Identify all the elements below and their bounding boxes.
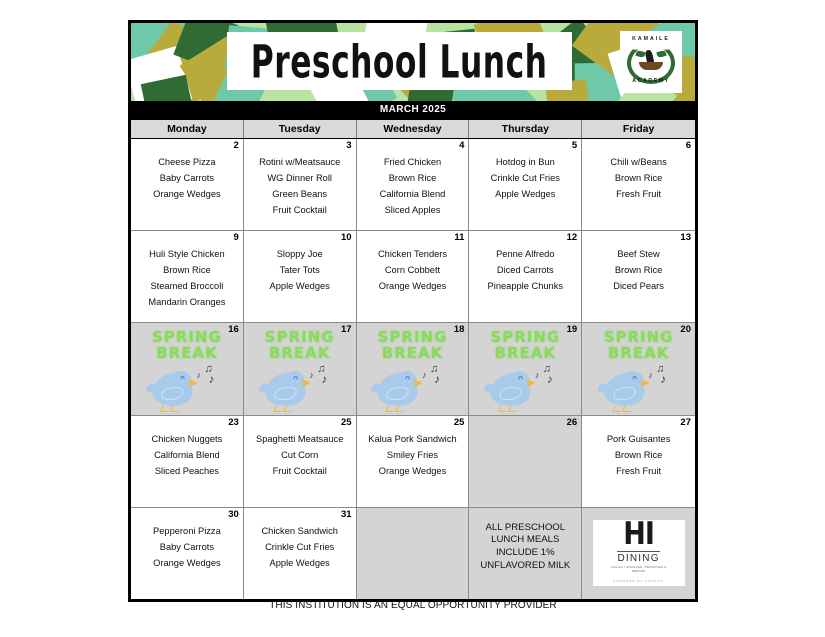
menu-item: Corn Cobbett [384,265,441,276]
day-header-tuesday: Tuesday [244,120,357,138]
menu-item: Apple Wedges [269,281,330,292]
menu-item: Brown Rice [614,265,663,276]
menu-item: Baby Carrots [159,541,215,552]
calendar-cell-empty [357,508,470,599]
music-note-icon: ♫ [542,362,552,375]
spring-break-line-2: BREAK [381,343,444,362]
menu-item: Apple Wedges [495,188,556,199]
menu-item: Beef Stew [617,249,660,260]
menu-item: Fresh Fruit [616,188,662,199]
menu-item: Kalua Pork Sandwich [368,433,457,444]
music-note-icon: ♫ [317,362,326,375]
menu-item: Penne Alfredo [496,249,555,260]
menu-item: Orange Wedges [378,465,447,476]
date-number: 10 [341,232,352,244]
calendar-cell-menu [357,416,470,507]
menu-item-list [244,524,356,572]
menu-item: Hotdog in Bun [495,157,555,167]
menu-item: Chicken Nuggets [151,433,223,444]
spring-break-label [469,330,581,361]
menu-item: Diced Pears [613,281,664,292]
flyer-banner [131,23,695,101]
date-number: 3 [346,140,352,151]
menu-item: Tater Tots [279,265,320,276]
menu-item: WG Dinner Roll [267,172,332,183]
calendar-cell-menu [357,231,470,322]
menu-item: California Blend [379,188,446,199]
menu-item: Baby Carrots [159,172,215,183]
day-of-week-header-row [131,120,695,139]
calendar-grid [131,118,695,599]
menu-item: Orange Wedges [153,188,221,199]
date-number: 18 [453,324,465,336]
calendar-cell-menu [582,416,695,507]
calendar-cell-menu [131,139,244,230]
date-number: 17 [341,324,352,336]
title-box [227,32,572,90]
menu-item-list [582,247,695,295]
calendar-cell-menu [469,231,582,322]
spring-break-line-2: BREAK [607,343,670,362]
singing-bird-icon [148,363,222,413]
menu-item-list [469,247,581,295]
music-note-icon: ♪ [422,369,427,380]
music-note-icon: ♪ [660,371,667,386]
calendar-cell-spring-break [244,323,357,414]
page-title: Preschool Lunch [251,34,548,88]
date-number: 4 [459,140,465,151]
spring-break-label [357,330,469,361]
date-number: 2 [233,140,239,151]
menu-item-list [244,155,356,219]
menu-item: Orange Wedges [153,557,221,568]
calendar-cell-spring-break [357,323,470,414]
menu-item: Chicken Tenders [377,249,448,260]
music-note-icon: ♪ [434,371,441,386]
menu-item: Green Beans [272,188,328,199]
lunch-menu-flyer [128,20,698,602]
menu-item: Brown Rice [614,172,663,183]
kamaile-academy-logo [620,31,682,93]
calendar-week-row [131,416,695,508]
menu-item: Fried Chicken [383,157,442,167]
menu-item: Brown Rice [388,172,437,183]
menu-item: Pineapple Chunks [487,281,564,292]
singing-bird-icon [374,363,448,413]
date-number: 27 [680,416,691,428]
date-number: 25 [341,416,352,428]
date-number: 20 [680,324,691,336]
calendar-cell-menu [244,139,357,230]
menu-item: Fruit Cocktail [272,204,327,215]
music-note-icon: ♪ [309,369,314,380]
date-number: 12 [566,232,578,244]
milk-notice-text: ALL PRESCHOOL LUNCH MEALS INCLUDE 1% UNFLAVORED MILK [480,521,571,571]
menu-item-list [582,155,695,203]
spring-break-label [131,330,243,361]
date-number: 26 [566,416,578,428]
menu-item: Mandarin Oranges [148,297,226,308]
calendar-cell-menu [469,139,582,230]
menu-item: Fruit Cocktail [272,465,327,476]
calendar-cell-logo [582,508,695,599]
seal-top-text: KAMAILE [632,36,670,42]
seal-bottom-text: ACADEMY [632,78,670,84]
calendar-cell-spring-break [469,323,582,414]
hi-dining-powered-by: POWERED BY SODEXO [613,578,664,583]
menu-item: Cut Corn [281,449,319,460]
music-note-icon: ♫ [430,362,439,375]
month-bar: MARCH 2025 [131,101,695,118]
menu-item: Diced Carrots [496,265,554,276]
menu-item: Chili w/Beans [610,157,667,167]
date-number: 31 [341,508,352,520]
menu-item: Crinkle Cut Fries [265,541,335,552]
spring-break-line-2: BREAK [494,343,557,362]
menu-item: Pepperoni Pizza [153,525,221,536]
menu-item-list [357,432,469,480]
day-header-friday: Friday [582,120,695,138]
menu-item-list [131,247,243,311]
menu-item: Brown Rice [163,265,211,276]
calendar-week-row [131,323,695,415]
hi-dining-word: DINING [617,552,660,564]
calendar-cell-menu [131,508,244,599]
menu-item-list [131,432,243,480]
hi-dining-logo [593,516,685,586]
date-number: 23 [228,416,239,428]
calendar-cell-menu [131,231,244,322]
menu-item: Steamed Broccoli [150,281,224,292]
menu-item: Apple Wedges [269,557,330,568]
day-header-thursday: Thursday [469,120,582,138]
menu-item: Sliced Apples [384,204,441,215]
menu-item: Smiley Fries [386,449,439,460]
calendar-week-row [131,508,695,599]
spring-break-line-2: BREAK [156,343,218,362]
spring-break-line-1: SPRING [264,328,335,347]
music-note-icon: ♪ [196,369,201,380]
calendar-cell-menu [357,139,470,230]
spring-break-label [244,330,356,361]
menu-item: Spaghetti Meatsauce [256,433,344,444]
menu-item: Sloppy Joe [276,249,323,260]
mortar-pestle-icon [639,50,663,70]
menu-item-list [244,432,356,480]
menu-item-list [131,524,243,572]
menu-item: Crinkle Cut Fries [490,172,560,183]
menu-item: Pork Guisantes [606,433,671,444]
calendar-cell-spring-break [131,323,244,414]
calendar-cell-menu [582,139,695,230]
singing-bird-icon [487,363,561,413]
calendar-cell-empty [469,416,582,507]
menu-item: Brown Rice [614,449,663,460]
menu-item: Huli Style Chicken [149,249,225,260]
calendar-cell-menu [244,508,357,599]
music-note-icon: ♫ [204,362,213,375]
calendar-weeks [131,139,695,599]
singing-bird-icon [600,363,674,413]
spring-break-line-2: BREAK [268,343,331,362]
date-number: 13 [680,232,691,244]
music-note-icon: ♪ [321,371,328,386]
spring-break-line-1: SPRING [152,328,222,347]
menu-item: Chicken Sandwich [261,525,338,536]
day-header-monday: Monday [131,120,244,138]
equal-opportunity-footer: THIS INSTITUTION IS AN EQUAL OPPORTUNITY PROVIDER [269,600,557,611]
music-note-icon: ♪ [534,369,540,380]
date-number: 30 [228,508,239,520]
hi-dining-tagline: LOCALLY SOURCED, PRODUCED & SERVED [610,564,667,573]
menu-item: Rotini w/Meatsauce [259,157,341,167]
calendar-cell-milk-note [469,508,582,599]
menu-item: Fresh Fruit [616,465,662,476]
menu-item: Cheese Pizza [158,157,216,167]
calendar-cell-menu [582,231,695,322]
spring-break-label [582,330,695,361]
date-number: 5 [571,140,578,151]
date-number: 25 [453,416,465,428]
calendar-cell-menu [244,231,357,322]
menu-item-list [131,155,243,203]
calendar-cell-menu [244,416,357,507]
date-number: 9 [233,232,239,244]
date-number: 16 [228,324,239,336]
music-note-icon: ♪ [208,371,215,386]
menu-item-list [357,247,469,295]
menu-item-list [357,155,469,219]
date-number: 6 [685,140,691,151]
calendar-week-row [131,139,695,231]
calendar-cell-spring-break [582,323,695,414]
spring-break-line-1: SPRING [377,328,448,347]
menu-item: Sliced Peaches [154,465,219,476]
menu-item: Orange Wedges [378,281,447,292]
singing-bird-icon [261,363,335,413]
menu-item-list [582,432,695,480]
music-note-icon: ♪ [546,371,553,386]
calendar-cell-menu [131,416,244,507]
music-note-icon: ♪ [648,369,653,380]
date-number: 11 [454,232,465,244]
day-header-wednesday: Wednesday [357,120,470,138]
music-note-icon: ♫ [656,362,665,375]
menu-item: California Blend [154,449,220,460]
calendar-week-row [131,231,695,323]
menu-item-list [469,155,581,203]
hi-dining-letters: HI [623,516,654,553]
menu-item-list [244,247,356,295]
date-number: 19 [566,324,578,336]
spring-break-line-1: SPRING [603,328,674,347]
spring-break-line-1: SPRING [490,328,561,347]
